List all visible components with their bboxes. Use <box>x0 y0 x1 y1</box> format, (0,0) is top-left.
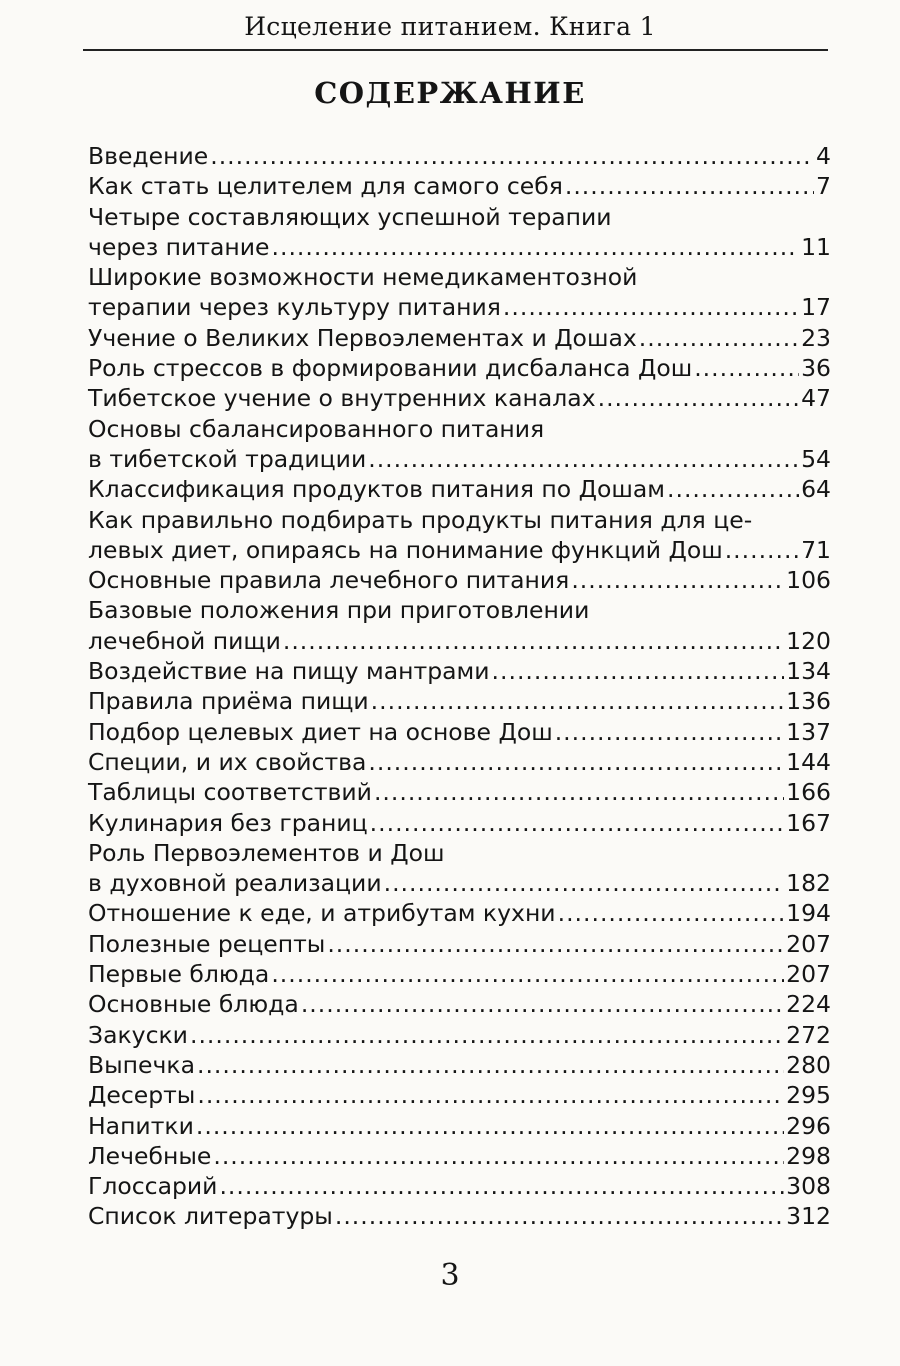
toc-entry-title: Список литературы <box>88 1202 333 1231</box>
toc-entry-title: Основные блюда <box>88 990 299 1019</box>
toc-entry-page: 23 <box>801 323 831 352</box>
toc-entry-page: 280 <box>786 1050 831 1079</box>
dot-leader <box>503 292 799 322</box>
dot-leader <box>725 535 799 565</box>
toc-entry-page: 17 <box>801 293 831 322</box>
toc-entry-title: Базовые положения при приготовлении <box>88 596 590 625</box>
dot-leader <box>555 717 784 747</box>
toc-entry-title: лечебной пищи <box>88 626 281 655</box>
toc-entry-title: Широкие возможности немедикаментозной <box>88 263 638 292</box>
dot-leader <box>301 989 784 1019</box>
toc-entry-title: Подбор целевых диет на основе Дош <box>88 717 553 746</box>
running-header: Исцеление питанием. Книга 1 <box>244 12 656 41</box>
header-rule <box>83 49 828 51</box>
toc-entry[interactable] <box>88 898 831 928</box>
toc-entry[interactable] <box>88 595 831 656</box>
toc-entry[interactable] <box>88 565 831 595</box>
toc-entry[interactable] <box>88 353 831 383</box>
toc-entry[interactable] <box>88 1141 831 1171</box>
dot-leader <box>327 929 784 959</box>
toc-entry-title: Отношение к еде, и атрибутам кухни <box>88 899 556 928</box>
toc-entry-title: Полезные рецепты <box>88 929 326 958</box>
toc-entry-page: 224 <box>786 990 831 1019</box>
toc-entry[interactable] <box>88 474 831 504</box>
toc-entry-page: 298 <box>786 1141 831 1170</box>
toc-entry-title: Таблицы соответствий <box>88 778 372 807</box>
toc-entry[interactable] <box>88 717 831 747</box>
dot-leader <box>565 171 814 201</box>
toc-entry-page: 136 <box>786 687 831 716</box>
toc-entry-page: 71 <box>801 535 831 564</box>
toc-entry-title: Роль Первоэлементов и Дош <box>88 838 445 867</box>
toc-entry-page: 36 <box>801 354 831 383</box>
toc-entry-page: 134 <box>786 657 831 686</box>
toc-entry-page: 296 <box>786 1111 831 1140</box>
toc-entry[interactable] <box>88 686 831 716</box>
toc-entry-title: Основные правила лечебного питания <box>88 566 570 595</box>
toc-entry-title: Введение <box>88 142 209 170</box>
toc-entry-page: 4 <box>816 142 831 170</box>
toc-entry[interactable] <box>88 383 831 413</box>
toc-entry[interactable] <box>88 989 831 1019</box>
toc-entry-title: Лечебные <box>88 1141 212 1170</box>
dot-leader <box>384 868 785 898</box>
dot-leader <box>571 565 784 595</box>
toc-entry[interactable] <box>88 808 831 838</box>
toc-entry[interactable] <box>88 1050 831 1080</box>
toc-entry-title: Основы сбалансированного питания <box>88 414 545 443</box>
dot-leader <box>694 353 799 383</box>
toc-entry-title: Как стать целителем для самого себя <box>88 172 563 201</box>
toc-title: СОДЕРЖАНИЕ <box>314 76 586 110</box>
toc-entry-title: Четыре составляющих успешной терапии <box>88 202 612 231</box>
toc-entry[interactable] <box>88 202 831 263</box>
dot-leader <box>272 232 800 262</box>
toc-entry-title: Роль стрессов в формировании дисбаланса Дош <box>88 354 693 383</box>
toc-entry-title: Выпечка <box>88 1050 195 1079</box>
toc-entry-title: Правила приёма пищи <box>88 687 369 716</box>
toc-entry-title: через питание <box>88 232 270 261</box>
toc-entry-page: 11 <box>801 232 831 261</box>
dot-leader <box>368 444 799 474</box>
toc-entry-page: 47 <box>801 384 831 413</box>
dot-leader <box>374 777 784 807</box>
toc-entry-title: Специи, и их свойства <box>88 747 367 776</box>
toc-entry-title: Как правильно подбирать продукты питания для це- <box>88 505 753 534</box>
toc-entry-page: 312 <box>786 1202 831 1231</box>
toc-entry-title: Напитки <box>88 1111 194 1140</box>
toc-entry[interactable] <box>88 1080 831 1110</box>
dot-leader <box>492 656 785 686</box>
toc-entry-page: 182 <box>786 869 831 898</box>
toc-entry-page: 137 <box>786 717 831 746</box>
toc-entry-title: Десерты <box>88 1081 196 1110</box>
toc-entry-page: 166 <box>786 778 831 807</box>
toc-entry[interactable] <box>88 838 831 899</box>
toc-list <box>88 141 831 1232</box>
toc-entry-page: 144 <box>786 747 831 776</box>
toc-entry[interactable] <box>88 323 831 353</box>
toc-entry-page: 207 <box>786 929 831 958</box>
dot-leader <box>213 1141 784 1171</box>
toc-entry-title: Учение о Великих Первоэлементах и Дошах <box>88 323 637 352</box>
toc-entry-page: 120 <box>786 626 831 655</box>
toc-entry-title: Первые блюда <box>88 960 270 989</box>
dot-leader <box>558 898 785 928</box>
toc-entry-page: 272 <box>786 1020 831 1049</box>
dot-leader <box>598 383 799 413</box>
dot-leader <box>190 1020 784 1050</box>
toc-entry-page: 308 <box>786 1172 831 1201</box>
toc-entry-page: 207 <box>786 960 831 989</box>
toc-entry-page: 194 <box>786 899 831 928</box>
dot-leader <box>368 747 784 777</box>
toc-entry-title: Глоссарий <box>88 1172 218 1201</box>
toc-entry-page: 106 <box>786 566 831 595</box>
toc-entry[interactable] <box>88 141 831 171</box>
toc-entry-title: в тибетской традиции <box>88 444 367 473</box>
toc-entry[interactable] <box>88 171 831 201</box>
page-number: 3 <box>440 1258 460 1293</box>
toc-entry[interactable] <box>88 929 831 959</box>
toc-entry[interactable] <box>88 414 831 475</box>
dot-leader <box>283 626 784 656</box>
dot-leader <box>667 474 799 504</box>
dot-leader <box>219 1171 784 1201</box>
toc-entry-page: 7 <box>816 172 831 201</box>
toc-entry[interactable] <box>88 505 831 566</box>
toc-entry-title: Закуски <box>88 1020 188 1049</box>
toc-entry-page: 54 <box>801 444 831 473</box>
toc-entry-title: Кулинария без границ <box>88 808 368 837</box>
dot-leader <box>210 141 814 171</box>
toc-entry-title: в духовной реализации <box>88 869 382 898</box>
toc-entry[interactable] <box>88 262 831 323</box>
toc-entry-page: 167 <box>786 808 831 837</box>
toc-entry[interactable] <box>88 959 831 989</box>
dot-leader <box>197 1050 784 1080</box>
dot-leader <box>370 808 784 838</box>
toc-entry-title: терапии через культуру питания <box>88 293 501 322</box>
toc-entry-page: 64 <box>801 475 831 504</box>
toc-entry[interactable] <box>88 777 831 807</box>
dot-leader <box>639 323 799 353</box>
dot-leader <box>271 959 784 989</box>
toc-entry-title: Воздействие на пищу мантрами <box>88 657 490 686</box>
toc-entry[interactable] <box>88 1201 831 1231</box>
toc-entry[interactable] <box>88 656 831 686</box>
toc-entry[interactable] <box>88 747 831 777</box>
toc-entry[interactable] <box>88 1020 831 1050</box>
toc-entry-page: 295 <box>786 1081 831 1110</box>
toc-entry-title: Тибетское учение о внутренних каналах <box>88 384 596 413</box>
toc-entry-title: левых диет, опираясь на понимание функций Дош <box>88 535 723 564</box>
dot-leader <box>196 1111 784 1141</box>
toc-entry-title: Классификация продуктов питания по Дошам <box>88 475 666 504</box>
dot-leader <box>371 686 784 716</box>
dot-leader <box>197 1080 784 1110</box>
toc-entry[interactable] <box>88 1171 831 1201</box>
toc-entry[interactable] <box>88 1111 831 1141</box>
dot-leader <box>335 1201 784 1231</box>
